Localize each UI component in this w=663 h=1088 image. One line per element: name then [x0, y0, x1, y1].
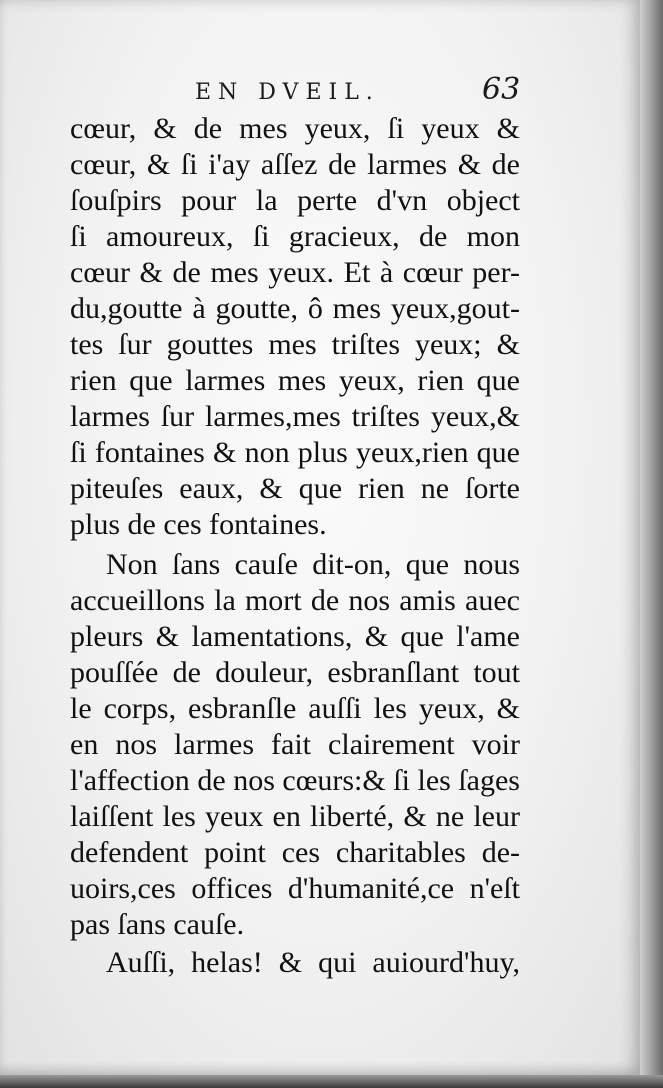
text-line: l'affection de nos cœurs:& ſi les ſages [70, 764, 520, 797]
text-line: accueillons la mort de nos amis auec [70, 584, 520, 617]
text-line: cœur, & ſi i'ay aſſez de larmes & de [70, 148, 520, 181]
text-line: uoirs,ces offices d'humanité,ce n'eſt [70, 872, 520, 905]
page-bottom-edge [0, 1075, 663, 1088]
running-head: EN DVEIL. [195, 80, 380, 105]
text-line: cœur & de mes yeux. Et à cœur per- [70, 256, 520, 289]
text-line: ſi amoureux, ſi gracieux, de mon [70, 220, 520, 253]
text-line: plus de ces fontaines. [70, 508, 327, 541]
text-line: defendent point ces charitables de- [70, 836, 520, 869]
text-line: ſi fontaines & non plus yeux,rien que [70, 436, 520, 469]
text-line: cœur, & de mes yeux, ſi yeux & [70, 112, 520, 145]
page-edge [640, 0, 663, 1088]
text-line: pleurs & lamentations, & que l'ame [70, 620, 520, 653]
text-line: larmes ſur larmes,mes triſtes yeux,& [70, 400, 520, 433]
text-line: du,goutte à goutte, ô mes yeux,gout- [70, 292, 520, 325]
text-line: en nos larmes fait clairement voir [70, 728, 520, 761]
text-line: tes ſur gouttes mes triſtes yeux; & [70, 328, 520, 361]
page-number: 63 [482, 72, 521, 107]
text-line: pas ſans cauſe. [70, 908, 245, 941]
text-line: le corps, esbranſle auſſi les yeux, & [70, 692, 520, 725]
text-line: ſouſpirs pour la perte d'vn object [70, 184, 520, 217]
text-line: Non ſans cauſe dit-on, que nous [106, 548, 520, 581]
text-line: rien que larmes mes yeux, rien que [70, 364, 520, 397]
text-line: pouſſée de douleur, esbranſlant tout [70, 656, 520, 689]
text-line: laiſſent les yeux en liberté, & ne leur [70, 800, 520, 833]
text-line: Auſſi, helas! & qui auiourd'huy, [106, 946, 520, 979]
text-line: piteuſes eaux, & que rien ne ſorte [70, 472, 520, 505]
